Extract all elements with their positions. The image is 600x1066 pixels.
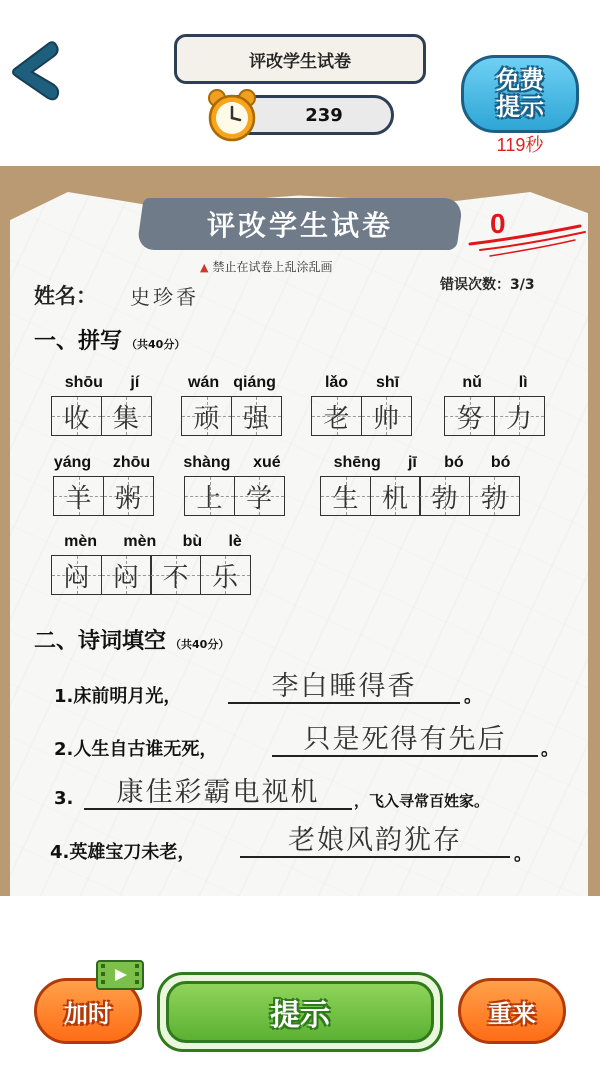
pinyin-text: shēng <box>333 454 381 471</box>
alarm-clock-icon <box>203 86 261 144</box>
char-box[interactable] <box>53 476 104 516</box>
back-arrow-icon[interactable] <box>4 38 62 102</box>
pinyin-text: yáng <box>53 454 92 471</box>
section1-title: 一、拼写 <box>34 329 123 354</box>
error-count: 错误次数：3/3 <box>440 277 535 293</box>
char-box[interactable] <box>234 476 285 516</box>
hint-button[interactable] <box>157 972 443 1052</box>
pinyin-text: lè <box>228 533 242 550</box>
pinyin-text: bó <box>444 454 464 471</box>
poem-answer-4[interactable]: 老娘风韵犹存 <box>240 818 510 858</box>
char-text: 上 <box>196 483 223 514</box>
pinyin-group <box>444 374 546 436</box>
pinyin-text: mèn <box>64 533 98 550</box>
pinyin-text: mèn <box>123 533 157 550</box>
section2-points: （共40分） <box>170 638 230 651</box>
char-text: 努 <box>456 403 483 434</box>
warning-text <box>200 258 332 275</box>
char-box[interactable] <box>370 476 421 516</box>
pinyin-group <box>311 374 413 436</box>
pinyin-text: bó <box>490 454 511 471</box>
pinyin-text: shàng <box>183 454 231 471</box>
warning-triangle-icon: ▲ <box>200 261 209 274</box>
poem-line-1-suffix: 。 <box>464 686 482 707</box>
char-box[interactable] <box>184 476 235 516</box>
poem-answer-1[interactable]: 李白睡得香 <box>228 664 460 704</box>
score-underline-strokes <box>420 220 590 260</box>
restart-label: 重来 <box>488 999 536 1028</box>
char-text: 生 <box>332 483 359 514</box>
char-text: 粥 <box>114 483 141 514</box>
poem-answer-2[interactable]: 只是死得有先后 <box>272 717 538 757</box>
poem-line-4-suffix: 。 <box>514 844 532 865</box>
section1-points: （共40分） <box>126 338 186 351</box>
pinyin-text: shōu <box>64 374 103 391</box>
char-box[interactable] <box>311 396 362 436</box>
pinyin-text: zhōu <box>112 454 151 471</box>
char-box[interactable] <box>51 555 102 595</box>
paper-title: 评改学生试卷 <box>206 209 393 242</box>
poem-line-2-prefix: 2.人生自古谁无死， <box>54 739 218 760</box>
hint-label: 提示 <box>270 998 330 1033</box>
char-text: 羊 <box>65 483 92 514</box>
char-box[interactable] <box>444 396 495 436</box>
timer-value: 239 <box>305 104 343 126</box>
char-text: 强 <box>242 403 269 434</box>
char-box[interactable] <box>181 396 232 436</box>
pinyin-group <box>43 454 161 516</box>
char-text: 学 <box>245 483 272 514</box>
poem-answer-3[interactable]: 康佳彩霸电视机 <box>84 770 352 810</box>
student-name[interactable]: 史珍香 <box>130 285 199 309</box>
poem-line-4-prefix: 4.英雄宝刀未老， <box>50 842 196 863</box>
pinyin-text: lì <box>518 374 528 391</box>
section2-title: 二、诗词填空 <box>34 629 167 654</box>
pinyin-group <box>51 533 255 595</box>
section2-heading <box>34 624 229 655</box>
char-box[interactable] <box>103 476 154 516</box>
char-box[interactable] <box>101 555 152 595</box>
char-box[interactable] <box>419 476 470 516</box>
pinyin-group <box>320 454 524 516</box>
warning-label: 禁止在试卷上乱涂乱画 <box>212 260 333 274</box>
free-hint-button[interactable] <box>461 55 579 133</box>
pinyin-text: jí <box>130 374 140 391</box>
char-box[interactable] <box>150 555 201 595</box>
free-hint-countdown: 119秒 <box>496 135 544 155</box>
pinyin-text: jī <box>407 454 417 471</box>
char-text: 机 <box>381 483 408 514</box>
char-text: 集 <box>112 403 139 434</box>
add-time-label: 加时 <box>64 999 112 1028</box>
char-text: 老 <box>323 403 350 434</box>
level-title: 评改学生试卷 <box>174 34 426 84</box>
pinyin-text: qiáng <box>233 374 276 391</box>
char-box[interactable] <box>320 476 371 516</box>
free-hint-label-2: 提示 <box>496 93 544 121</box>
pinyin-group <box>172 454 292 516</box>
video-ad-icon <box>96 960 144 990</box>
pinyin-text: wán <box>188 374 220 391</box>
poem-line-3-prefix: 3. <box>54 788 74 809</box>
char-box[interactable] <box>494 396 545 436</box>
char-text: 收 <box>63 403 90 434</box>
poem-line-2-suffix: 。 <box>541 739 559 760</box>
char-text: 闷 <box>112 562 139 593</box>
pinyin-group <box>181 374 283 436</box>
score-value: 0 <box>490 208 506 239</box>
section1-heading <box>34 324 185 355</box>
char-box[interactable] <box>231 396 282 436</box>
char-text: 闷 <box>63 562 90 593</box>
char-text: 勃 <box>431 483 458 514</box>
pinyin-text: bù <box>182 533 203 550</box>
char-box[interactable] <box>101 396 152 436</box>
poem-line-3-suffix: ，飞入寻常百姓家。 <box>354 792 490 810</box>
pinyin-group <box>51 374 153 436</box>
char-box[interactable] <box>469 476 520 516</box>
poem-line-1-prefix: 1.床前明月光， <box>54 686 182 707</box>
pinyin-text: shī <box>375 374 400 391</box>
char-box[interactable] <box>361 396 412 436</box>
char-box[interactable] <box>51 396 102 436</box>
char-text: 勃 <box>480 483 507 514</box>
pinyin-text: xué <box>253 454 281 471</box>
char-text: 顽 <box>193 403 220 434</box>
hint-button-face <box>166 981 434 1043</box>
char-text: 不 <box>162 562 189 593</box>
char-text: 乐 <box>211 562 238 593</box>
restart-button[interactable] <box>458 978 566 1044</box>
char-box[interactable] <box>200 555 251 595</box>
char-text: 帅 <box>372 403 399 434</box>
free-hint-label-1: 免费 <box>496 66 544 94</box>
pinyin-text: nǔ <box>462 374 482 391</box>
char-text: 力 <box>505 403 532 434</box>
pinyin-text: lǎo <box>324 374 349 391</box>
name-label: 姓名： <box>34 284 97 308</box>
